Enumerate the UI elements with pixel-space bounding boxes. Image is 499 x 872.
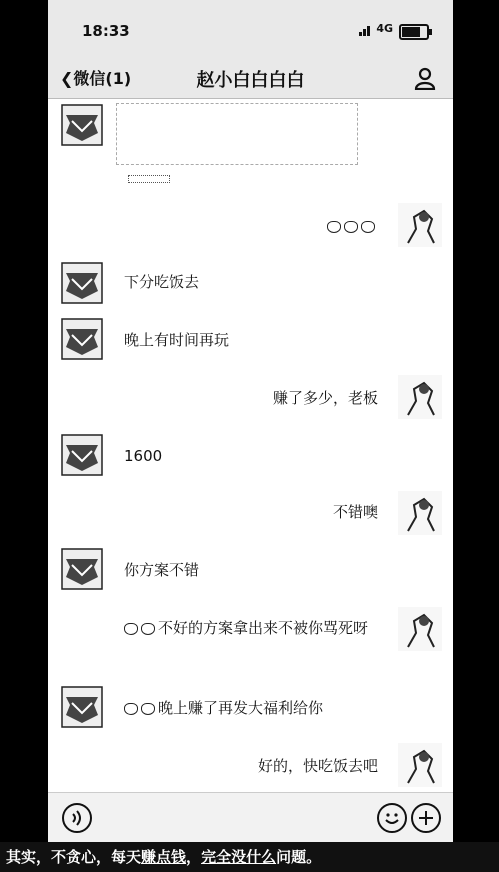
emoji-picker-icon[interactable] [377, 803, 407, 833]
message-text: 1600 [124, 447, 163, 465]
contact-avatar[interactable] [60, 103, 104, 147]
message-text: 好的，快吃饭去吧 [257, 757, 378, 775]
status-time: 18:33 [82, 22, 130, 40]
contact-avatar[interactable] [60, 433, 104, 477]
caption-part: ， [186, 848, 202, 866]
contact-avatar[interactable] [60, 317, 104, 361]
my-avatar[interactable] [398, 607, 442, 651]
image-caption-redacted [128, 175, 170, 183]
contact-avatar[interactable] [60, 547, 104, 591]
caption-part: 问题。 [276, 848, 322, 866]
my-avatar[interactable] [398, 375, 442, 419]
status-bar [48, 0, 453, 60]
caption-part: 每天 [111, 848, 142, 866]
message-text: 晚上赚了再发大福利给你 [158, 699, 324, 717]
emoji-message [288, 215, 378, 237]
network-type: 4G [376, 22, 393, 35]
emoji-icon [124, 703, 138, 715]
plus-icon[interactable] [411, 803, 441, 833]
caption-text [6, 846, 321, 867]
voice-icon[interactable] [62, 803, 92, 833]
message-text: 不错噢 [332, 503, 378, 521]
chat-title: 赵小白白白白 [196, 70, 305, 91]
emoji-icon [124, 623, 138, 635]
message-with-emoji [124, 697, 378, 719]
my-avatar[interactable] [398, 491, 442, 535]
message-text: 赚了多少，老板 [272, 389, 378, 407]
phone-screen [46, 0, 455, 842]
image-message[interactable] [116, 103, 358, 165]
chat-header [48, 60, 453, 99]
emoji-icon [141, 623, 155, 635]
contact-avatar[interactable] [60, 261, 104, 305]
message-with-emoji [124, 617, 378, 639]
battery-icon [399, 24, 429, 40]
emoji-icon [327, 221, 341, 233]
emoji-icon [344, 221, 358, 233]
back-label: 微信(1) [73, 69, 132, 88]
message-text: 下分吃饭去 [124, 273, 200, 291]
chevron-left-icon: ❮ [60, 69, 74, 88]
message-text: 不好的方案拿出来不被你骂死呀 [158, 619, 369, 637]
message-text: 晚上有时间再玩 [124, 331, 230, 349]
profile-icon[interactable] [413, 66, 437, 90]
image-caption [0, 842, 499, 872]
signal-icon [359, 26, 373, 36]
caption-part: 赚点钱 [141, 848, 187, 866]
emoji-icon [361, 221, 375, 233]
message-text: 你方案不错 [124, 561, 200, 579]
input-bar [48, 792, 453, 842]
caption-part: 其实，不贪心， [6, 848, 112, 866]
my-avatar[interactable] [398, 203, 442, 247]
my-avatar[interactable] [398, 743, 442, 787]
emoji-icon [141, 703, 155, 715]
caption-part: 完全没什么 [201, 848, 277, 866]
contact-avatar[interactable] [60, 685, 104, 729]
message-list[interactable] [48, 99, 453, 792]
